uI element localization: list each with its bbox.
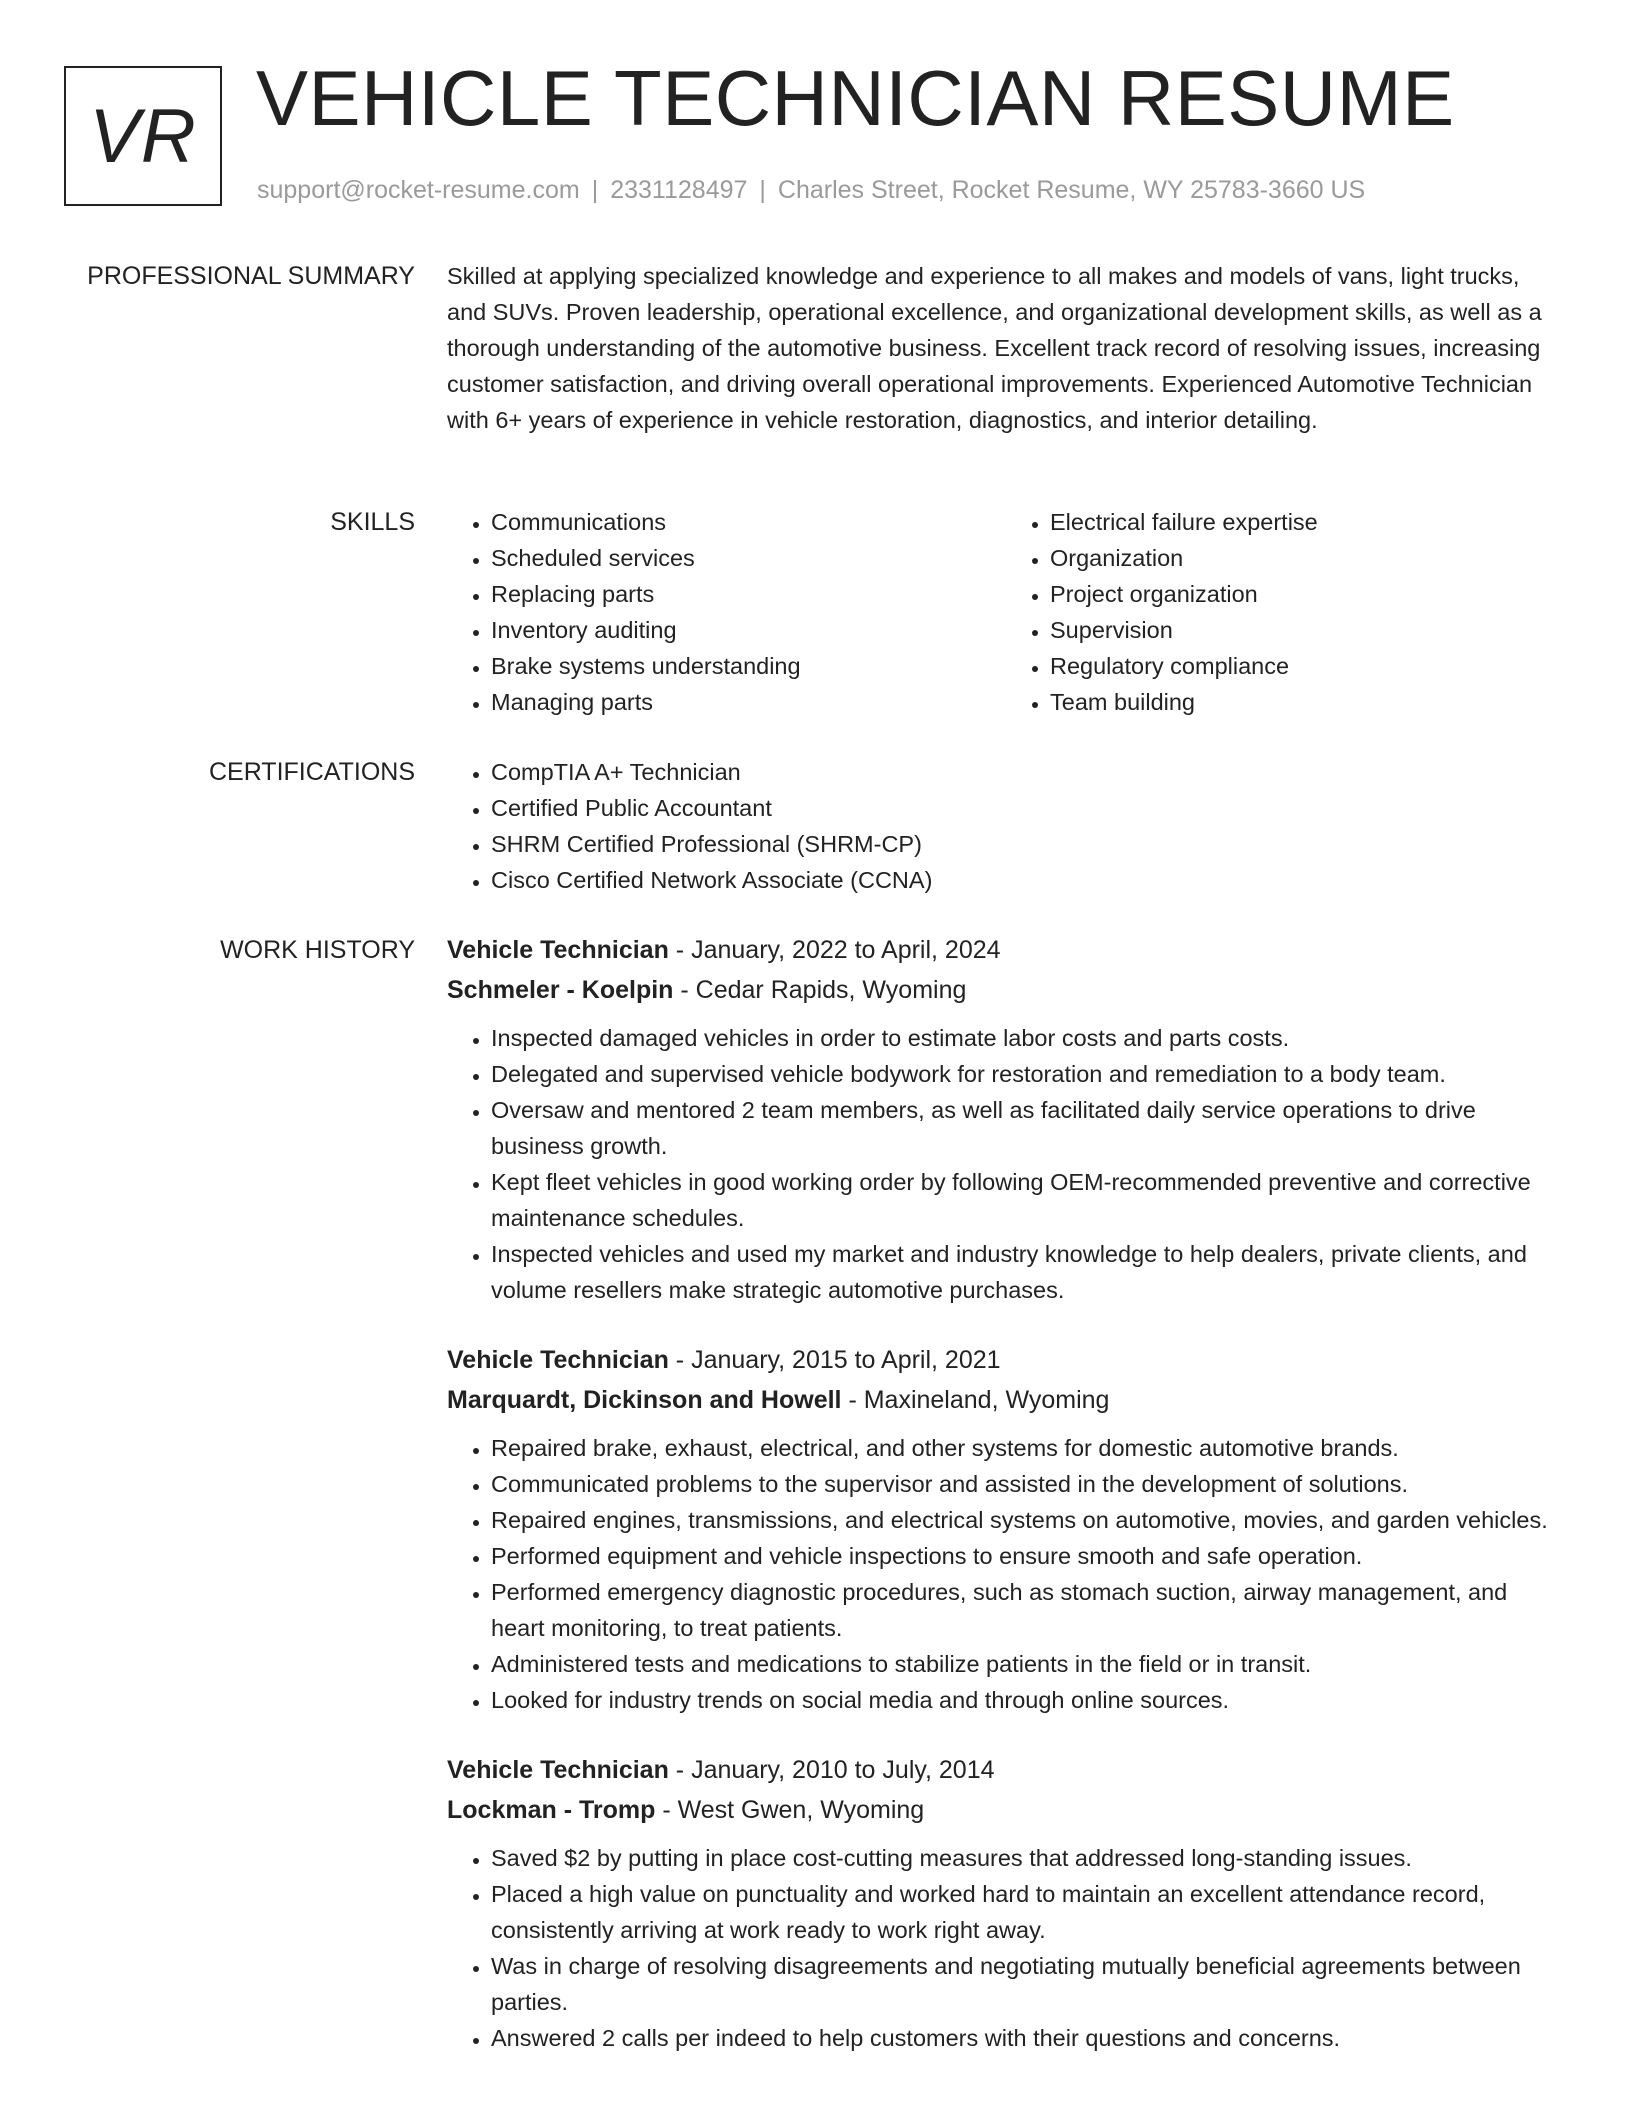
monogram-logo: VR [64, 66, 222, 206]
contact-phone[interactable]: 2331128497 [610, 176, 748, 204]
job-bullet: • Answered 2 calls per indeed to help customers with their questions and concerns. [491, 2020, 1565, 2056]
job-bullets [447, 1840, 1565, 2056]
skill-item: • Replacing parts [491, 576, 1006, 612]
job-bullet: • Performed emergency diagnostic procedures, such as stomach suction, airway management, and heart monitoring, to treat patients. [491, 1574, 1565, 1646]
contact-email[interactable]: support@rocket-resume.com [257, 176, 580, 204]
job-bullets [447, 1020, 1565, 1308]
job-dates: - January, 2022 to April, 2024 [668, 936, 1001, 964]
skill-item: • Communications [491, 504, 1006, 540]
job-bullet: • Placed a high value on punctuality and worked hard to maintain an excellent attendance record, consistently arriving at work ready to work right away. [491, 1876, 1565, 1948]
skills-list-left [447, 504, 1006, 720]
certification-item: • CompTIA A+ Technician [491, 754, 1565, 790]
job-bullets [447, 1430, 1565, 1718]
section-heading-skills: SKILLS [330, 508, 415, 536]
work-history-body [447, 930, 1565, 2088]
job-title-line [447, 1340, 1565, 1380]
certifications-list [447, 754, 1565, 898]
job-bullet: • Looked for industry trends on social media and through online sources. [491, 1682, 1565, 1718]
certifications-body [447, 754, 1565, 898]
job-company: Lockman - Tromp [447, 1796, 656, 1824]
resume-title: VEHICLE TECHNICIAN RESUME [256, 54, 1455, 142]
skill-item: • Supervision [1050, 612, 1565, 648]
job-location: - Cedar Rapids, Wyoming [673, 976, 967, 1004]
job-entry [447, 930, 1565, 1308]
job-title-line [447, 930, 1565, 970]
job-title: Vehicle Technician [447, 1756, 669, 1784]
job-title: Vehicle Technician [447, 1346, 669, 1374]
job-entry [447, 1750, 1565, 2056]
job-employer-line [447, 970, 1565, 1010]
section-heading-summary: PROFESSIONAL SUMMARY [87, 262, 415, 290]
job-company: Marquardt, Dickinson and Howell [447, 1386, 842, 1414]
job-bullet: • Oversaw and mentored 2 team members, as well as facilitated daily service operations to drive business growth. [491, 1092, 1565, 1164]
job-employer-line [447, 1790, 1565, 1830]
job-dates: - January, 2010 to July, 2014 [668, 1756, 995, 1784]
section-heading-certifications: CERTIFICATIONS [208, 758, 415, 786]
skill-item: • Inventory auditing [491, 612, 1006, 648]
skill-item: • Scheduled services [491, 540, 1006, 576]
section-heading-work-history: WORK HISTORY [220, 936, 415, 964]
job-employer-line [447, 1380, 1565, 1420]
skill-item: • Electrical failure expertise [1050, 504, 1565, 540]
summary-body [447, 258, 1565, 438]
skills-list-right [1006, 504, 1565, 720]
skill-item: • Team building [1050, 684, 1565, 720]
job-bullet: • Delegated and supervised vehicle bodywork for restoration and remediation to a body team. [491, 1056, 1565, 1092]
skill-item: • Regulatory compliance [1050, 648, 1565, 684]
job-bullet: • Repaired brake, exhaust, electrical, and other systems for domestic automotive brands. [491, 1430, 1565, 1466]
contact-line [257, 176, 1365, 205]
skill-item: • Organization [1050, 540, 1565, 576]
contact-address: Charles Street, Rocket Resume, WY 25783-3660 US [777, 176, 1366, 204]
job-dates: - January, 2015 to April, 2021 [668, 1346, 1001, 1374]
job-company: Schmeler - Koelpin [447, 976, 674, 1004]
skill-item: • Managing parts [491, 684, 1006, 720]
certification-item: • SHRM Certified Professional (SHRM-CP) [491, 826, 1565, 862]
job-bullet: • Communicated problems to the supervisor and assisted in the development of solutions. [491, 1466, 1565, 1502]
job-bullet: • Inspected vehicles and used my market and industry knowledge to help dealers, private clients, and volume resellers make strategic automotive purchases. [491, 1236, 1565, 1308]
certification-item: • Certified Public Accountant [491, 790, 1565, 826]
job-bullet: • Saved $2 by putting in place cost-cutting measures that addressed long-standing issues. [491, 1840, 1565, 1876]
skill-item: • Brake systems understanding [491, 648, 1006, 684]
job-bullet: • Was in charge of resolving disagreements and negotiating mutually beneficial agreements between parties. [491, 1948, 1565, 2020]
certification-item: • Cisco Certified Network Associate (CCNA) [491, 862, 1565, 898]
skill-item: • Project organization [1050, 576, 1565, 612]
job-title-line [447, 1750, 1565, 1790]
skills-body [447, 504, 1565, 720]
job-bullet: • Administered tests and medications to stabilize patients in the field or in transit. [491, 1646, 1565, 1682]
job-bullet: • Repaired engines, transmissions, and electrical systems on automotive, movies, and garden vehicles. [491, 1502, 1565, 1538]
job-location: - West Gwen, Wyoming [655, 1796, 925, 1824]
job-bullet: • Inspected damaged vehicles in order to estimate labor costs and parts costs. [491, 1020, 1565, 1056]
job-entry [447, 1340, 1565, 1718]
job-bullet: • Kept fleet vehicles in good working order by following OEM-recommended preventive and corrective maintenance schedules. [491, 1164, 1565, 1236]
job-bullet: • Performed equipment and vehicle inspections to ensure smooth and safe operation. [491, 1538, 1565, 1574]
contact-separator: | [591, 176, 599, 204]
contact-separator: | [759, 176, 766, 204]
job-location: - Maxineland, Wyoming [841, 1386, 1110, 1414]
job-title: Vehicle Technician [447, 936, 669, 964]
summary-text: Skilled at applying specialized knowledge and experience to all makes and models of vans, light trucks, and SUVs. Proven leadership, operational excellence, and organizational development skills, as well as a thorough understanding of the automotive business. Excellent track record of resolving issues, increasing customer satisfaction, and driving overall operational improvements. Experienced Automotive Technician with 6+ years of experience in vehicle restoration, diagnostics, and interior detailing. [447, 263, 1542, 433]
